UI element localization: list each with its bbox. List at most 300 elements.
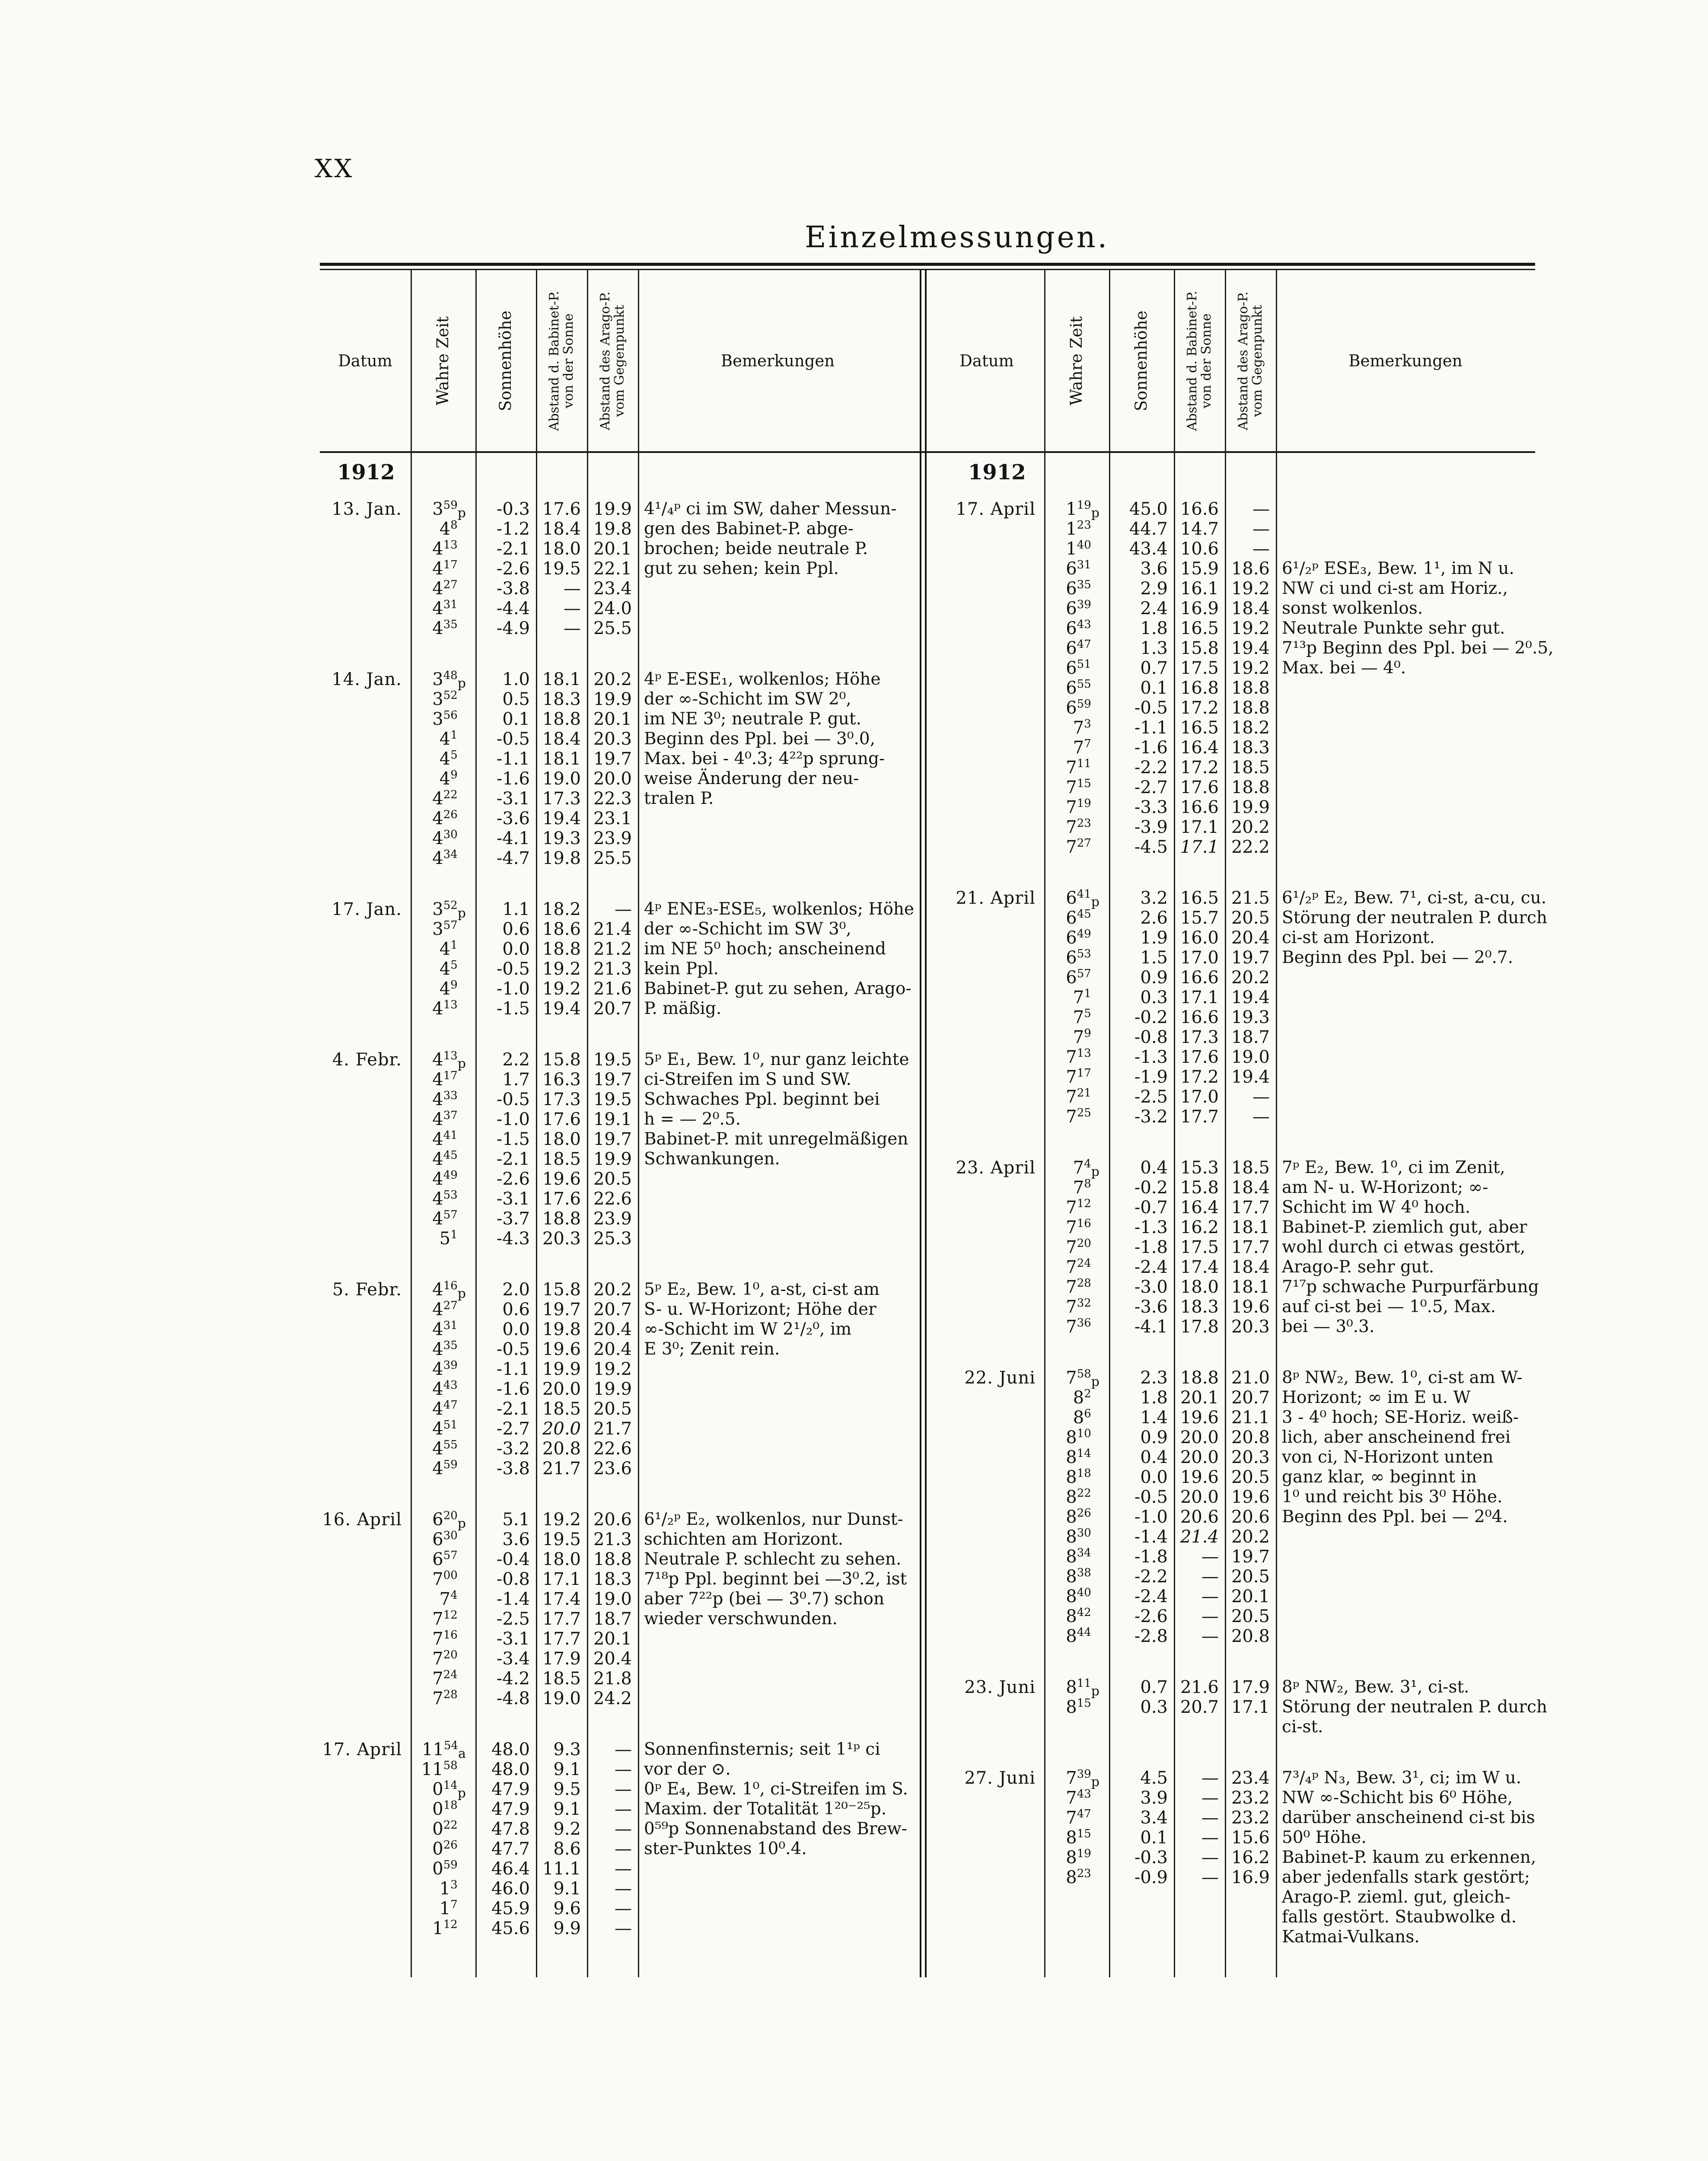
time-value: [1044, 1487, 1099, 1507]
time-hour: 3: [432, 669, 443, 689]
time-minute: 40: [1077, 539, 1091, 551]
arago-distance-value: 19.9: [593, 1149, 632, 1169]
babinet-distance-value: —: [1201, 1547, 1219, 1567]
time-value: [1044, 1587, 1099, 1606]
babinet-distance-value: —: [1201, 1808, 1219, 1828]
sun-height-value: 0.0: [502, 1320, 530, 1339]
arago-distance-value: —: [1252, 499, 1270, 519]
arago-distance-value: 19.2: [1231, 579, 1270, 599]
babinet-distance-value: 17.1: [542, 1569, 581, 1589]
time-value: [1044, 758, 1099, 778]
time-minute: 20: [443, 1648, 458, 1661]
time-value: [411, 729, 466, 749]
sun-height-value: -1.1: [1134, 718, 1168, 738]
remark-line: 50⁰ Höhe.: [1282, 1828, 1367, 1847]
arago-distance-value: 20.5: [1231, 1606, 1270, 1626]
remark-line: vor der ⊙.: [644, 1759, 731, 1779]
right-table: [929, 270, 1554, 1977]
header-abstand-arago-line: vom Gegenpunkt: [1250, 304, 1265, 417]
sun-height-value: -4.3: [496, 1229, 530, 1249]
babinet-distance-value: 16.5: [1180, 718, 1219, 738]
remark-line: der ∞-Schicht im SW 2⁰,: [644, 689, 851, 709]
time-minute: 24: [1077, 1257, 1091, 1270]
sun-height-value: -2.2: [1134, 758, 1168, 778]
header-bemerkungen-text: Bemerkungen: [720, 351, 835, 370]
time-minute: 2: [1084, 1387, 1091, 1400]
time-hour: 4: [432, 1169, 443, 1189]
babinet-distance-value: 17.1: [1180, 817, 1219, 837]
time-hour: 7: [1066, 837, 1077, 857]
sun-height-value: 0.5: [502, 689, 530, 709]
time-value: [1044, 618, 1099, 638]
remark-line: Beginn des Ppl. bei — 2⁰.7.: [1282, 948, 1514, 967]
center-divider: [920, 270, 921, 1977]
time-minute: 4: [450, 1589, 458, 1602]
time-hour: 8: [1066, 1567, 1077, 1587]
time-value: [411, 1669, 466, 1689]
time-value: [411, 1359, 466, 1379]
babinet-distance-value: 18.4: [542, 519, 581, 539]
sun-height-value: 47.8: [491, 1819, 530, 1839]
time-ampm: p: [1091, 1775, 1099, 1790]
time-minute: 57: [443, 1208, 458, 1221]
arago-distance-value: 17.7: [1231, 1237, 1270, 1257]
arago-distance-value: 19.4: [1231, 988, 1270, 1007]
babinet-distance-value: 20.1: [1180, 1388, 1219, 1408]
time-value: [1044, 718, 1099, 738]
arago-distance-value: 23.4: [593, 579, 632, 599]
remark-line: wohl durch ci etwas gestört,: [1282, 1237, 1526, 1257]
time-value: [411, 1510, 466, 1530]
sun-height-value: -4.5: [1134, 837, 1168, 857]
time-minute: 16: [443, 1629, 458, 1641]
sun-height-value: 2.0: [502, 1280, 530, 1300]
sun-height-value: -0.5: [1134, 698, 1168, 718]
time-value: [1044, 738, 1099, 758]
remark-line: 4¹/₄ᵖ ci im SW, daher Messun-: [644, 499, 897, 519]
time-minute: 59: [443, 499, 458, 512]
time-hour: 4: [439, 729, 451, 749]
remark-line: E 3⁰; Zenit rein.: [644, 1339, 780, 1359]
time-hour: 7: [1066, 1768, 1077, 1788]
sun-height-value: -0.4: [496, 1549, 530, 1569]
time-minute: 22: [1077, 1487, 1091, 1500]
remark-line: ster-Punktes 10⁰.4.: [644, 1839, 807, 1858]
time-value: [411, 1379, 466, 1399]
time-value: [1044, 1218, 1099, 1237]
sun-height-value: -0.5: [1134, 1487, 1168, 1507]
header-sonnenhoehe: [475, 270, 536, 451]
sun-height-value: -1.1: [496, 1359, 530, 1379]
header-datum-text: Datum: [338, 351, 392, 370]
remark-line: lich, aber anscheinend frei: [1282, 1428, 1511, 1447]
time-hour: 7: [1073, 738, 1084, 758]
arago-distance-value: 21.4: [593, 919, 632, 939]
arago-distance-value: 23.2: [1231, 1808, 1270, 1828]
remark-line: Arago-P. zieml. gut, gleich-: [1282, 1887, 1510, 1907]
time-hour: 7: [1073, 718, 1084, 738]
babinet-distance-value: 21.6: [1180, 1677, 1219, 1697]
time-hour: 7: [439, 1589, 451, 1609]
remark-line: falls gestört. Staubwolke d.: [1282, 1907, 1517, 1927]
time-minute: 9: [1084, 1027, 1091, 1040]
time-hour: 4: [432, 599, 443, 618]
time-minute: 49: [1077, 928, 1091, 940]
time-hour: 8: [1066, 1868, 1077, 1887]
arago-distance-value: 21.3: [593, 959, 632, 979]
time-hour: 6: [1066, 888, 1077, 908]
arago-distance-value: —: [615, 1919, 632, 1938]
time-value: [1044, 1007, 1099, 1027]
arago-distance-value: 19.8: [593, 519, 632, 539]
time-value: [411, 1419, 466, 1439]
remark-line: Störung der neutralen P. durch: [1282, 1697, 1547, 1717]
time-value: [411, 999, 466, 1019]
time-value: [411, 1919, 466, 1938]
remark-line: Babinet-P. mit unregelmäßigen: [644, 1129, 908, 1149]
babinet-distance-value: 19.2: [542, 979, 581, 999]
arago-distance-value: 21.0: [1231, 1368, 1270, 1388]
center-divider-2: [925, 270, 927, 1977]
sun-height-value: 2.4: [1140, 599, 1168, 618]
time-hour: 7: [432, 1629, 443, 1649]
arago-distance-value: 18.3: [593, 1569, 632, 1589]
time-hour: 6: [1066, 968, 1077, 988]
remark-line: sonst wolkenlos.: [1282, 599, 1423, 618]
sun-height-value: 3.2: [1140, 888, 1168, 908]
time-value: [411, 809, 466, 829]
time-hour: 7: [432, 1649, 443, 1669]
time-minute: 24: [443, 1668, 458, 1681]
time-value: [1044, 1697, 1099, 1717]
time-value: [1044, 1677, 1099, 1697]
time-minute: 26: [443, 1839, 458, 1852]
remark-line: tralen P.: [644, 789, 714, 808]
time-minute: 6: [1084, 1407, 1091, 1420]
time-minute: 36: [1077, 1316, 1091, 1329]
time-value: [411, 1609, 466, 1629]
sun-height-value: -1.6: [1134, 738, 1168, 758]
time-hour: 4: [432, 1050, 443, 1070]
remark-line: der ∞-Schicht im SW 3⁰,: [644, 919, 851, 939]
time-value: [411, 1839, 466, 1859]
remark-line: im NE 3⁰; neutrale P. gut.: [644, 709, 861, 729]
time-value: [1044, 1027, 1099, 1047]
arago-distance-value: 20.5: [1231, 1467, 1270, 1487]
time-value: [411, 539, 466, 559]
sun-height-value: -3.8: [496, 1459, 530, 1479]
time-minute: 35: [443, 1339, 458, 1352]
time-value: [411, 939, 466, 959]
sun-height-value: -2.1: [496, 539, 530, 559]
time-minute: 14: [1077, 1447, 1091, 1460]
arago-distance-value: 18.8: [593, 1549, 632, 1569]
sun-height-value: -2.6: [496, 1169, 530, 1189]
time-hour: 7: [1066, 778, 1077, 797]
sun-height-value: 0.4: [1140, 1158, 1168, 1178]
time-minute: 25: [1077, 1106, 1091, 1119]
time-hour: 6: [1066, 908, 1077, 928]
time-value: [411, 1629, 466, 1649]
babinet-distance-value: 17.2: [1180, 758, 1219, 778]
time-ampm: a: [458, 1746, 466, 1761]
time-hour: 3: [432, 919, 443, 939]
time-minute: 8: [1084, 1177, 1091, 1190]
time-minute: 43: [1077, 1788, 1091, 1801]
time-minute: 23: [1077, 1867, 1091, 1880]
remark-line: 3 - 4⁰ hoch; SE-Horiz. weiß-: [1282, 1408, 1519, 1427]
sun-height-value: -2.5: [496, 1609, 530, 1629]
sun-height-value: -3.1: [496, 789, 530, 809]
arago-distance-value: 17.7: [1231, 1198, 1270, 1218]
sun-height-value: -1.8: [1134, 1547, 1168, 1567]
time-minute: 12: [1077, 1197, 1091, 1210]
time-value: [1044, 1087, 1099, 1107]
remark-line: 6¹/₂ᵖ E₂, wolkenlos, nur Dunst-: [644, 1510, 903, 1529]
time-value: [411, 1459, 466, 1479]
time-hour: 1: [439, 1879, 451, 1899]
time-value: [1044, 1067, 1099, 1087]
arago-distance-value: 20.7: [593, 1300, 632, 1320]
header-wahre-zeit: [1044, 270, 1109, 451]
remark-line: aber jedenfalls stark gestört;: [1282, 1868, 1530, 1887]
sun-height-value: -4.8: [496, 1689, 530, 1708]
babinet-distance-value: 18.8: [542, 1209, 581, 1229]
time-hour: 4: [439, 769, 451, 789]
sun-height-value: -2.7: [496, 1419, 530, 1439]
remark-line: wieder verschwunden.: [644, 1609, 838, 1629]
time-hour: 11: [421, 1759, 443, 1779]
arago-distance-value: 18.7: [593, 1609, 632, 1629]
arago-distance-value: 20.4: [593, 1649, 632, 1669]
time-value: [1044, 908, 1099, 928]
babinet-distance-value: 19.4: [542, 809, 581, 829]
remark-line: NW ci und ci-st am Horiz.,: [1282, 579, 1508, 598]
header-sonnenhoehe-text: Sonnenhöhe: [1132, 310, 1150, 411]
babinet-distance-value: 19.2: [542, 1510, 581, 1530]
date-label: 21. April: [956, 888, 1036, 908]
remark-line: kein Ppl.: [644, 959, 719, 979]
time-minute: 38: [1077, 1566, 1091, 1579]
time-minute: 39: [443, 1359, 458, 1372]
time-minute: 19: [1077, 797, 1091, 810]
sun-height-value: -0.8: [1134, 1027, 1168, 1047]
babinet-distance-value: 16.1: [1180, 579, 1219, 599]
sun-height-value: -3.1: [496, 1189, 530, 1209]
babinet-distance-value: 19.0: [542, 1689, 581, 1708]
time-hour: 0: [432, 1859, 443, 1879]
babinet-distance-value: 15.8: [1180, 1178, 1219, 1198]
time-value: [1044, 1507, 1099, 1527]
babinet-distance-value: 20.6: [1180, 1507, 1219, 1527]
arago-distance-value: 19.7: [593, 1070, 632, 1090]
sun-height-value: -0.3: [496, 499, 530, 519]
arago-distance-value: 23.9: [593, 829, 632, 848]
sun-height-value: 47.9: [491, 1779, 530, 1799]
remark-line: Babinet-P. ziemlich gut, aber: [1282, 1218, 1527, 1237]
time-minute: 57: [443, 1549, 458, 1562]
sun-height-value: -0.5: [496, 1090, 530, 1109]
babinet-distance-value: 18.5: [542, 1149, 581, 1169]
time-hour: 3: [432, 689, 443, 709]
page-title: Einzelmessungen.: [805, 220, 1109, 255]
time-minute: 17: [443, 1069, 458, 1082]
time-minute: 18: [443, 1799, 458, 1812]
time-value: [1044, 1368, 1099, 1388]
time-value: [411, 669, 466, 689]
arago-distance-value: 22.2: [1231, 837, 1270, 857]
time-value: [1044, 1626, 1099, 1646]
babinet-distance-value: 17.6: [542, 1189, 581, 1209]
time-minute: 34: [1077, 1546, 1091, 1559]
time-value: [411, 1530, 466, 1549]
header-abstand-babinet-line: von der Sonne: [1199, 313, 1214, 408]
babinet-distance-value: 8.6: [553, 1839, 581, 1859]
babinet-distance-value: —: [1201, 1587, 1219, 1606]
time-minute: 44: [1077, 1626, 1091, 1639]
babinet-distance-value: 17.6: [1180, 778, 1219, 797]
sun-height-value: -0.5: [496, 1339, 530, 1359]
time-hour: 4: [432, 809, 443, 829]
babinet-distance-value: 17.7: [542, 1609, 581, 1629]
babinet-distance-value: 18.0: [542, 1549, 581, 1569]
babinet-distance-value: 16.5: [1180, 888, 1219, 908]
arago-distance-value: 19.6: [1231, 1487, 1270, 1507]
remark-line: aber 7²²p (bei — 3⁰.7) schon: [644, 1589, 885, 1609]
time-minute: 59: [443, 1458, 458, 1471]
column-rule: [1276, 270, 1277, 1977]
time-minute: 5: [450, 959, 458, 972]
time-minute: 1: [450, 729, 458, 742]
arago-distance-value: 24.0: [593, 599, 632, 618]
time-hour: 4: [432, 559, 443, 579]
babinet-distance-value: 19.0: [542, 769, 581, 789]
time-hour: 4: [432, 1300, 443, 1320]
babinet-distance-value: 18.5: [542, 1399, 581, 1419]
babinet-distance-value: 15.7: [1180, 908, 1219, 928]
arago-distance-value: 19.2: [1231, 618, 1270, 638]
time-hour: 0: [432, 1779, 443, 1799]
time-hour: 7: [1066, 1237, 1077, 1257]
babinet-distance-value: 18.1: [542, 669, 581, 689]
time-hour: 6: [1066, 678, 1077, 698]
babinet-distance-value: 16.5: [1180, 618, 1219, 638]
time-minute: 54: [444, 1739, 459, 1752]
time-hour: 6: [1066, 638, 1077, 658]
time-minute: 20: [443, 1509, 458, 1522]
babinet-distance-value: 10.6: [1180, 539, 1219, 559]
page-number: XX: [315, 154, 354, 183]
remark-line: bei — 3⁰.3.: [1282, 1317, 1375, 1336]
header-datum-text: Datum: [959, 351, 1014, 370]
sun-height-value: 0.7: [1140, 658, 1168, 678]
arago-distance-value: 20.1: [593, 539, 632, 559]
babinet-distance-value: 9.1: [553, 1879, 581, 1899]
babinet-distance-value: 16.4: [1180, 1198, 1219, 1218]
remark-line: Beginn des Ppl. bei — 3⁰.0,: [644, 729, 876, 749]
time-minute: 59: [443, 1858, 458, 1871]
arago-distance-value: 20.2: [1231, 968, 1270, 988]
babinet-distance-value: —: [1201, 1828, 1219, 1848]
sun-height-value: -3.6: [496, 809, 530, 829]
arago-distance-value: 19.7: [593, 749, 632, 769]
arago-distance-value: 19.7: [1231, 948, 1270, 968]
time-value: [411, 1689, 466, 1708]
sun-height-value: -1.3: [1134, 1047, 1168, 1067]
arago-distance-value: 20.2: [1231, 1527, 1270, 1547]
sun-height-value: 5.1: [502, 1510, 530, 1530]
time-value: [411, 1740, 466, 1759]
babinet-distance-value: 19.8: [542, 1320, 581, 1339]
babinet-distance-value: 20.8: [542, 1439, 581, 1459]
sun-height-value: 1.1: [502, 899, 530, 919]
arago-distance-value: 21.2: [593, 939, 632, 959]
arago-distance-value: 20.4: [593, 1320, 632, 1339]
time-minute: 47: [1077, 1807, 1091, 1820]
time-value: [1044, 988, 1099, 1007]
remark-line: 7¹³p Beginn des Ppl. bei — 2⁰.5,: [1282, 638, 1554, 658]
sun-height-value: -0.5: [496, 959, 530, 979]
remark-line: ci-st am Horizont.: [1282, 928, 1435, 947]
arago-distance-value: 20.1: [1231, 1587, 1270, 1606]
header-abstand-arago-line: vom Gegenpunkt: [612, 304, 627, 417]
time-hour: 7: [1073, 1158, 1084, 1178]
time-minute: 7: [450, 1898, 458, 1911]
babinet-distance-value: 16.8: [1180, 678, 1219, 698]
time-value: [1044, 888, 1099, 908]
sun-height-value: 0.6: [502, 919, 530, 939]
arago-distance-value: 16.2: [1231, 1848, 1270, 1868]
header-wahre-zeit-text: Wahre Zeit: [1067, 316, 1086, 405]
arago-distance-value: 17.9: [1231, 1677, 1270, 1697]
time-minute: 23: [1077, 817, 1091, 830]
sun-height-value: -3.2: [1134, 1107, 1168, 1127]
babinet-distance-value: 21.7: [542, 1459, 581, 1479]
remark-line: Störung der neutralen P. durch: [1282, 908, 1547, 928]
remark-line: Neutrale P. schlecht zu sehen.: [644, 1549, 902, 1569]
time-minute: 16: [443, 1279, 458, 1292]
time-hour: 4: [432, 579, 443, 599]
remark-line: Maxim. der Totalität 1²⁰⁻²⁵p.: [644, 1799, 887, 1819]
sun-height-value: -2.2: [1134, 1567, 1168, 1587]
time-value: [411, 689, 466, 709]
time-value: [411, 1589, 466, 1609]
babinet-distance-value: 11.1: [542, 1859, 581, 1879]
babinet-distance-value: 18.5: [542, 1669, 581, 1689]
remark-line: von ci, N-Horizont unten: [1282, 1447, 1494, 1467]
babinet-distance-value: 20.7: [1180, 1697, 1219, 1717]
sun-height-value: -2.6: [1134, 1606, 1168, 1626]
date-label: 13. Jan.: [331, 499, 402, 519]
arago-distance-value: 21.8: [593, 1669, 632, 1689]
time-minute: 15: [1077, 777, 1091, 790]
header-abstand-babinet-text: [1185, 290, 1214, 430]
time-minute: 37: [443, 1109, 458, 1122]
time-hour: 6: [1066, 928, 1077, 948]
time-hour: 4: [432, 789, 443, 809]
sun-height-value: 2.9: [1140, 579, 1168, 599]
babinet-distance-value: 17.7: [542, 1629, 581, 1649]
time-minute: 21: [1077, 1087, 1091, 1100]
sun-height-value: -1.4: [496, 1589, 530, 1609]
time-value: [411, 1549, 466, 1569]
date-label: 23. Juni: [964, 1677, 1036, 1697]
babinet-distance-value: 17.2: [1180, 698, 1219, 718]
sun-height-value: -3.9: [1134, 817, 1168, 837]
time-value: [1044, 599, 1099, 618]
arago-distance-value: 20.1: [593, 1629, 632, 1649]
time-value: [1044, 1178, 1099, 1198]
